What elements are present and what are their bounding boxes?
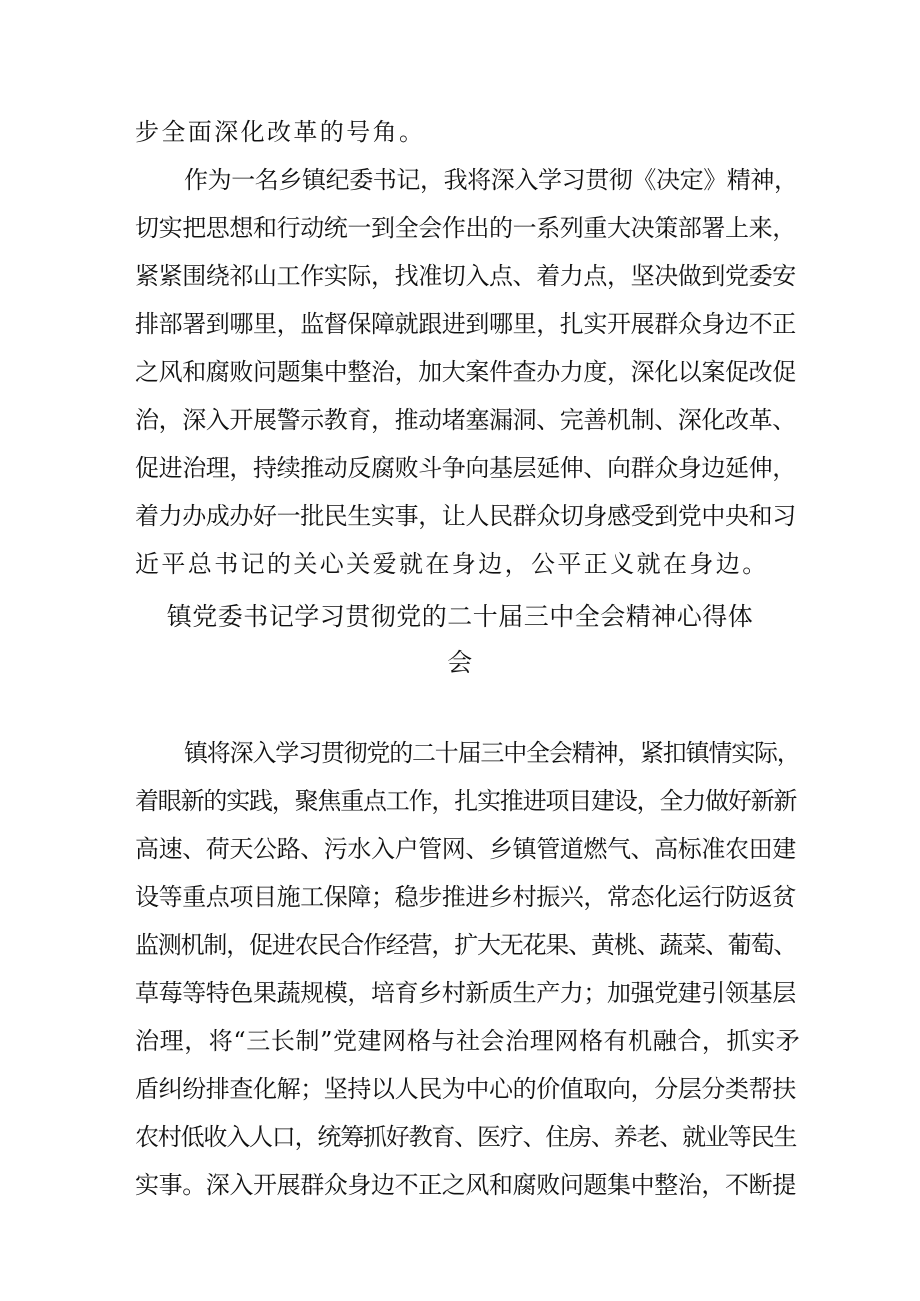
paragraph-line: 着力办成办好一批民生实事，让人民群众切身感受到党中央和习 — [135, 502, 796, 530]
paragraph-line: 实事。深入开展群众身边不正之风和腐败问题集中整治，不断提 — [135, 1171, 796, 1199]
paragraph-line: 农村低收入人口，统筹抓好教育、医疗、住房、养老、就业等民生 — [135, 1123, 797, 1151]
paragraph-line: 排部署到哪里，监督保障就跟进到哪里，扎实开展群众身边不正 — [135, 310, 796, 338]
paragraph-line: 高速、荷天公路、污水入户管网、乡镇管道燃气、高标准农田建 — [135, 835, 796, 863]
paragraph-line: 步全面深化改革的号角。 — [135, 118, 426, 146]
paragraph-line: 紧紧围绕祁山工作实际，找准切入点、着力点，坚决做到党委安 — [135, 262, 796, 290]
paragraph-line: 近平总书记的关心关爱就在身边，公平正义就在身边。 — [135, 550, 769, 578]
paragraph-line: 治，深入开展警示教育，推动堵塞漏洞、完善机制、深化改革、 — [135, 406, 796, 434]
paragraph-line: 促进治理，持续推动反腐败斗争向基层延伸、向群众身边延伸， — [135, 454, 796, 482]
paragraph-line: 盾纠纷排查化解；坚持以人民为中心的价值取向，分层分类帮扶 — [135, 1075, 796, 1103]
paragraph-line: 镇将深入学习贯彻党的二十届三中全会精神，紧扣镇情实际， — [184, 739, 800, 767]
paragraph-line: 切实把思想和行动统一到全会作出的一系列重大决策部署上来， — [135, 214, 796, 242]
paragraph-line: 监测机制，促进农民合作经营，扩大无花果、黄桃、蔬菜、葡萄、 — [135, 931, 797, 959]
article-title-line-1: 镇党委书记学习贯彻党的二十届三中全会精神心得体 — [166, 602, 754, 631]
paragraph-line: 治理，将“三长制”党建网格与社会治理网格有机融合，抓实矛 — [135, 1027, 801, 1055]
paragraph-line: 着眼新的实践，聚焦重点工作，扎实推进项目建设，全力做好新新 — [135, 787, 797, 815]
paragraph-line: 设等重点项目施工保障；稳步推进乡村振兴，常态化运行防返贫 — [135, 883, 796, 911]
paragraph-line: 之风和腐败问题集中整治，加大案件查办力度，深化以案促改促 — [135, 358, 796, 386]
article-title-line-2: 会 — [447, 648, 473, 677]
paragraph-line: 草莓等特色果蔬规模，培育乡村新质生产力；加强党建引领基层 — [135, 979, 796, 1007]
paragraph-line: 作为一名乡镇纪委书记，我将深入学习贯彻《决定》精神， — [184, 166, 798, 194]
